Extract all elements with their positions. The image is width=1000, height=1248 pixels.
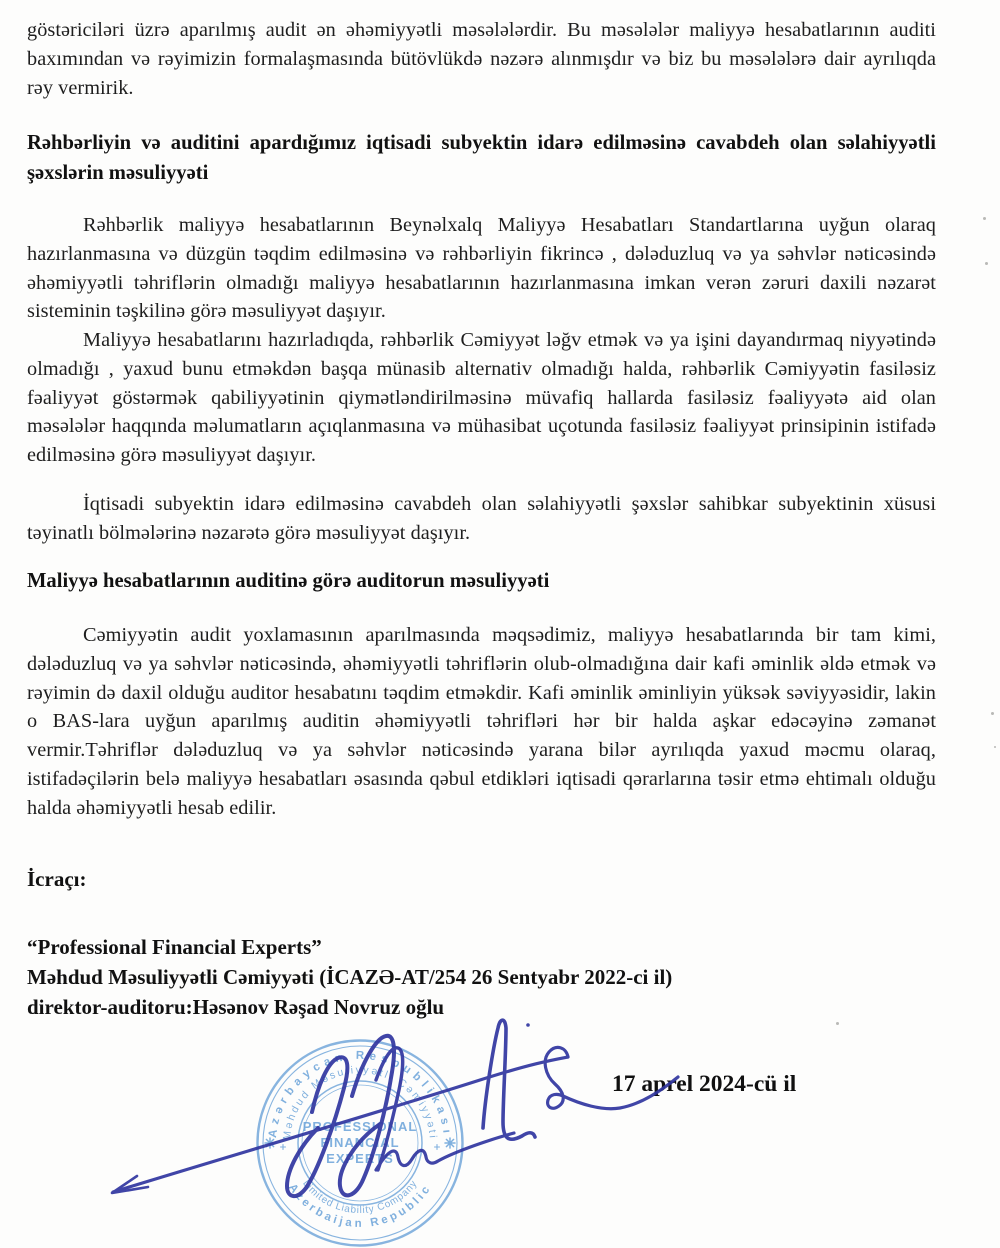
stamp-outer-bottom-text: Azerbaijan Republic: [285, 1181, 435, 1230]
scan-speck: [991, 712, 994, 715]
body-paragraph: İqtisadi subyektin idarə edilməsinə cavabdeh olan səlahiyyətli şəxslər sahibkar subyektinin xüsusi təyinatlı bölmələrinə nəzarətə görə məsuliyyət daşıyır.: [27, 493, 936, 544]
section-heading-auditor-responsibility: Maliyyə hesabatlarının auditinə görə auditorun məsuliyyəti: [27, 570, 550, 592]
company-stamp: [253, 1036, 467, 1248]
intro-paragraph: göstəriciləri üzrə aparılmış audit ən əhəmiyyətli məsələlərdir. Bu məsələlər maliyyə hesabatlarının auditi baxımından və rəyimizin formalaşmasında bütövlükdə nəzərə alınmışdır və biz bu məsələlərə dair ayrılıqda rəy vermirik.: [27, 19, 936, 99]
company-name-line: “Professional Financial Experts”: [27, 935, 322, 959]
body-paragraph: Rəhbərlik maliyyə hesabatlarının Beynəlxalq Maliyyə Hesabatları Standartlarına uyğun olaraq hazırlanmasına və düzgün təqdim edilməsinə və rəhbərliyin fikrincə , dələduzluq və ya səhvlər nəticəsində əhəmiyyətli təhriflərin olmadığı maliyyə hesabatlarının hazırlanmasına imkan verən zəruri daxili nəzarət sisteminin təşkilinə görə məsuliyyət daşıyır.: [27, 214, 936, 323]
stamp-inner-top-text: Məhdud Məsuliyyətli Cəmiyyəti: [280, 1064, 439, 1141]
stamp-center-text: [303, 1119, 418, 1166]
stamp-center-line-3: EXPERTS: [326, 1151, 394, 1166]
body-paragraph: Cəmiyyətin audit yoxlamasının aparılmasında məqsədimiz, maliyyə hesabatlarında bir tam kimi, dələduzluq və ya səhvlər nəticəsində, əhəmiyyətli təhriflərin olub-olmadığına dair kafi əminlik əldə etmək və rəyimin də daxil olduğu auditor hesabatını təqdim etməkdir. Kafi əminlik əminliyin yüksək səviyyəsidir, lakin o BAS-lara uyğun aparılmış auditin əhəmiyyətli təhrifləri hər bir halda aşkar edəcəyinə zəmanət vermir.Təhriflər dələduzluq və ya səhvlər nəticəsində yarana bilər ayrılıqda yaxud məcmu olaraq, istifadəçilərin belə maliyyə hesabatları əsasında qəbul etdikləri iqtisadi qərarlarına təsir etmə ehtimalı olduğu halda əhəmiyyətli hesab edilir.: [27, 624, 936, 819]
section-heading-management-responsibility: Rəhbərliyin və auditini apardığımız iqtisadi subyektin idarə edilməsinə cavabdeh olan səlahiyyətli şəxslərin məsuliyyəti: [27, 132, 936, 184]
scan-speck: [985, 262, 988, 265]
stamp-center-line-1: PROFESSIONAL: [302, 1119, 418, 1134]
signature-block: [27, 932, 936, 1022]
stamp-center-line-2: FINANCIAL: [320, 1135, 400, 1150]
scan-speck: [994, 746, 996, 748]
stamp-small-star-right-icon: [435, 1145, 440, 1150]
executor-label: İcraçı:: [27, 867, 87, 891]
stamp-small-star-left-icon: [281, 1145, 286, 1150]
stamp-outer-top-text: Azərbaycan Respublikası: [266, 1049, 453, 1139]
scan-speck: [983, 217, 986, 220]
stamp-inner-bottom-text: Limited Liability Company: [300, 1178, 420, 1217]
stamp-star-right-icon: [445, 1138, 455, 1148]
date-text: 17 aprel 2024-cü il: [612, 1071, 797, 1097]
company-license-line: Məhdud Məsuliyyətli Cəmiyyəti (İCAZƏ-AT/254 26 Sentyabr 2022-ci il): [27, 965, 673, 989]
scan-speck: [836, 1022, 839, 1025]
director-auditor-line: direktor-auditoru:Həsənov Rəşad Novruz oğlu: [27, 995, 445, 1019]
stamp-star-left-icon: [265, 1138, 275, 1148]
body-paragraph: Maliyyə hesabatlarını hazırladıqda, rəhbərlik Cəmiyyət ləğv etmək və ya işini dayandırmaq niyyətində olmadığı , yaxud bunu etməkdən başqa münasib alternativ olmadığı halda, rəhbərlik Cəmiyyətin fasiləsiz fəaliyyət göstərmək qabiliyyətinin qiymətləndirilməsinə müvafiq hallarda fasiləsiz fəaliyyətə aid olan məsələlər haqqında məlumatların açıqlanmasına və mühasibat uçotunda fasiləsiz fəaliyyət prinsipinin istifadə edilməsinə görə məsuliyyət daşıyır.: [27, 329, 936, 467]
